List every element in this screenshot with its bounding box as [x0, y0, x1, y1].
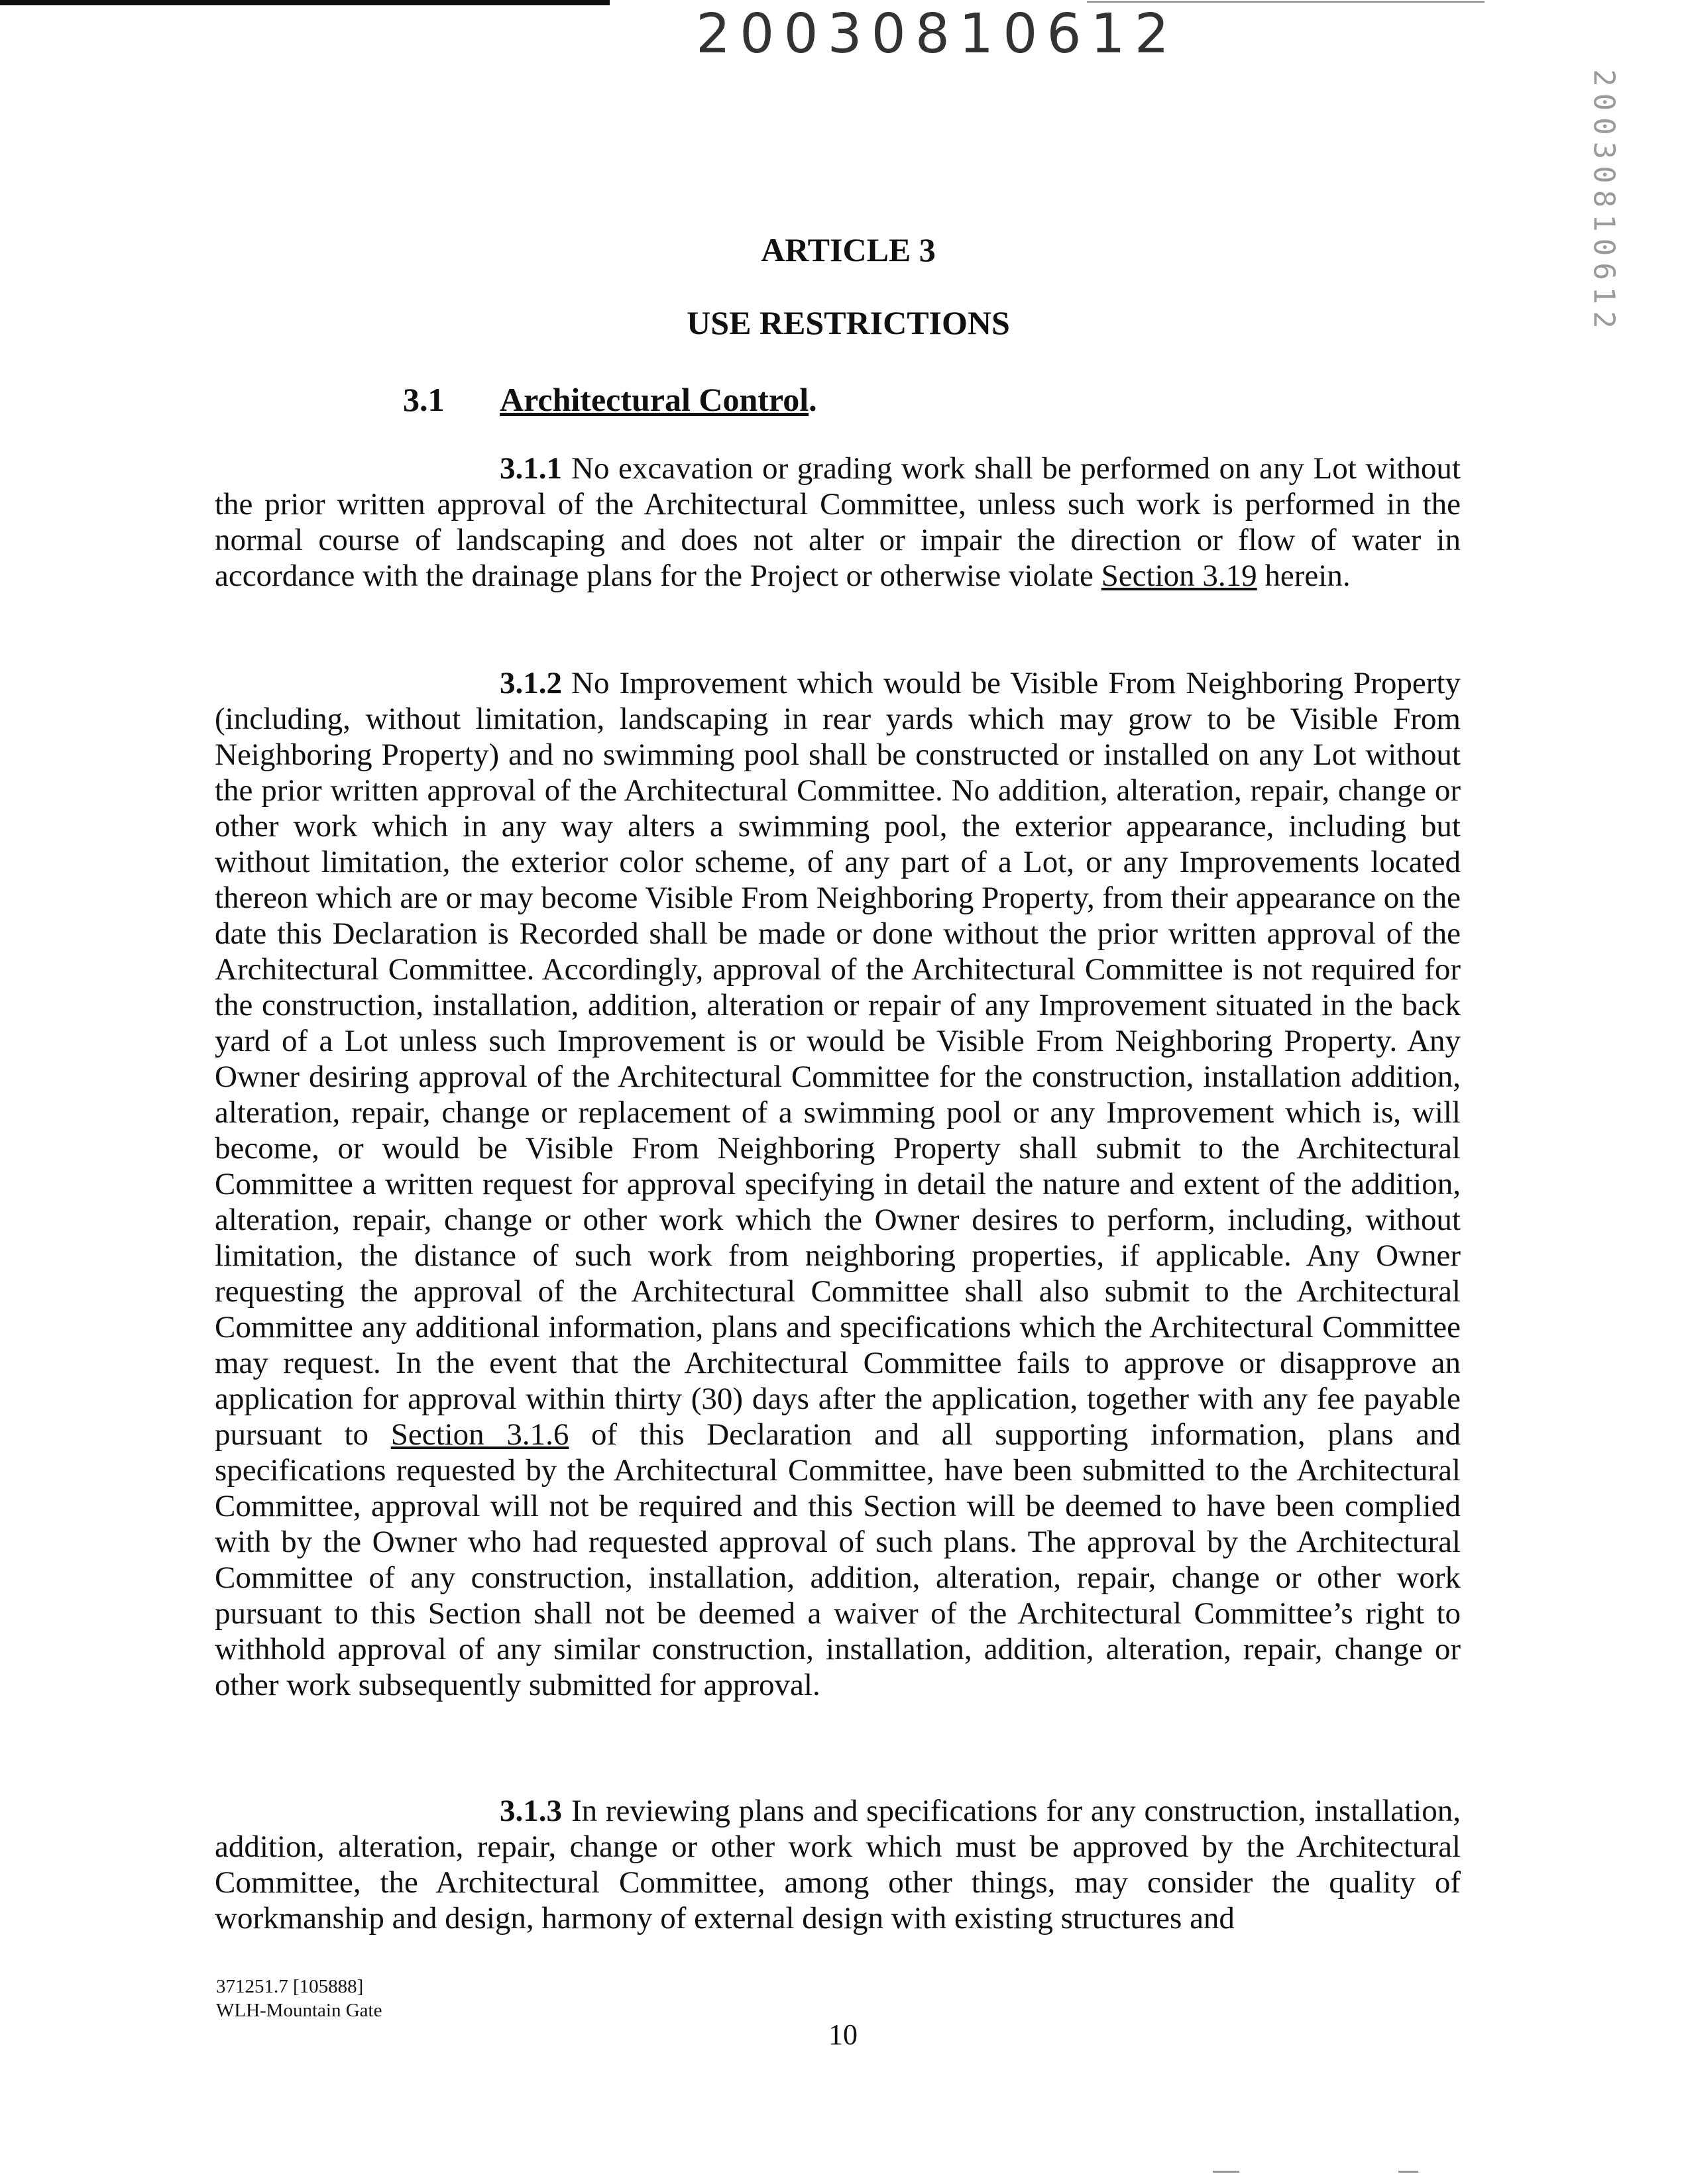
paragraph-number: 3.1.1 — [500, 451, 562, 486]
scan-speck — [1213, 2171, 1239, 2173]
footer-document-id — [216, 1975, 382, 2022]
page-number: 10 — [828, 2018, 858, 2051]
side-stamp-text: 20030810612 — [1587, 69, 1621, 335]
section-number: 3.1 — [403, 381, 445, 418]
paragraph-text-tail: of this Declaration and all supporting information, plans and specifications requested by the Architectural Committee, have been submitted to the Architectural Committee, approval will not be required and this Section will be deemed to have been complied with by the Owner who had requested approval of such plans. The approval by the Architectural Committee of any construction, installation, addition, alteration, repair, change or other work pursuant to this Section shall not be deemed a waiver of the Architectural Committee’s right to withhold approval of any similar construction, installation, addition, alteration, repair, change or other work subsequently submitted for approval. — [215, 1417, 1461, 1702]
paragraph-3-1-1 — [215, 451, 1461, 594]
paragraph-number: 3.1.2 — [500, 666, 562, 700]
side-stamp — [1577, 69, 1630, 335]
scan-edge-line — [0, 0, 610, 5]
section-title: Architectural Control — [500, 381, 809, 418]
cross-reference: Section 3.1.6 — [390, 1417, 569, 1452]
section-title-period: . — [809, 381, 817, 418]
article-heading: ARTICLE 3 — [761, 231, 936, 268]
cross-reference: Section 3.19 — [1101, 559, 1257, 593]
paragraph-text: In reviewing plans and specifications for any construction, installation, addition, alteration, repair, change or other work which must be approved by the Architectural Committee, the Architectural Committee, among other things, may consider the quality of workmanship and design, harmony of external design with existing structures and — [215, 1794, 1461, 1936]
paragraph-number: 3.1.3 — [500, 1794, 562, 1828]
paragraph-text: No excavation or grading work shall be performed on any Lot without the prior written approval of the Architectural Committee, unless such work is performed in the normal course of landscaping and does not alter or impair the direction or flow of water in accordance with the drainage plans for the Project or otherwise violate — [215, 451, 1461, 593]
article-subheading: USE RESTRICTIONS — [687, 304, 1010, 341]
paragraph-text-tail: herein. — [1257, 559, 1351, 593]
paragraph-text: No Improvement which would be Visible From Neighboring Property (including, without limitation, landscaping in rear yards which may grow to be Visible From Neighboring Property) and no swimming pool shall be constructed or installed on any Lot without the prior written approval of the Architectural Committee. No addition, alteration, repair, change or other work which in any way alters a swimming pool, the exterior appearance, including but without limitation, the exterior color scheme, of any part of a Lot, or any Improvements located thereon which are or may become Visible From Neighboring Property, from their appearance on the date this Declaration is Recorded shall be made or done without the prior written approval of the Architectural Committee. Accordingly, approval of the Architectural Committee is not required for the construction, installation, addition, alteration or repair of any Improvement situated in the back yard of a Lot unless such Improvement is or would be Visible From Neighboring Property. Any Owner desiring approval of the Architectural Committee for the construction, installation addition, alteration, repair, change or replacement of a swimming pool or any Improvement which is, will become, or would be Visible From Neighboring Property shall submit to the Architectural Committee a written request for approval specifying in detail the nature and extent of the addition, alteration, repair, change or other work which the Owner desires to perform, including, without limitation, the distance of such work from neighboring properties, if applicable. Any Owner requesting the approval of the Architectural Committee shall also submit to the Architectural Committee any additional information, plans and specifications which the Architectural Committee may request. In the event that the Architectural Committee fails to approve or disapprove an application for approval within thirty (30) days after the application, together with any fee payable pursuant to — [215, 666, 1461, 1452]
footer-doc-number: 371251.7 [105888] — [216, 1976, 364, 1997]
scan-speck — [1398, 2171, 1418, 2173]
paragraph-3-1-3 — [215, 1793, 1461, 1936]
recording-number: 20030810612 — [696, 3, 1178, 66]
paragraph-3-1-2 — [215, 665, 1461, 1703]
section-heading — [403, 379, 817, 420]
footer-client-name: WLH-Mountain Gate — [216, 2000, 382, 2021]
